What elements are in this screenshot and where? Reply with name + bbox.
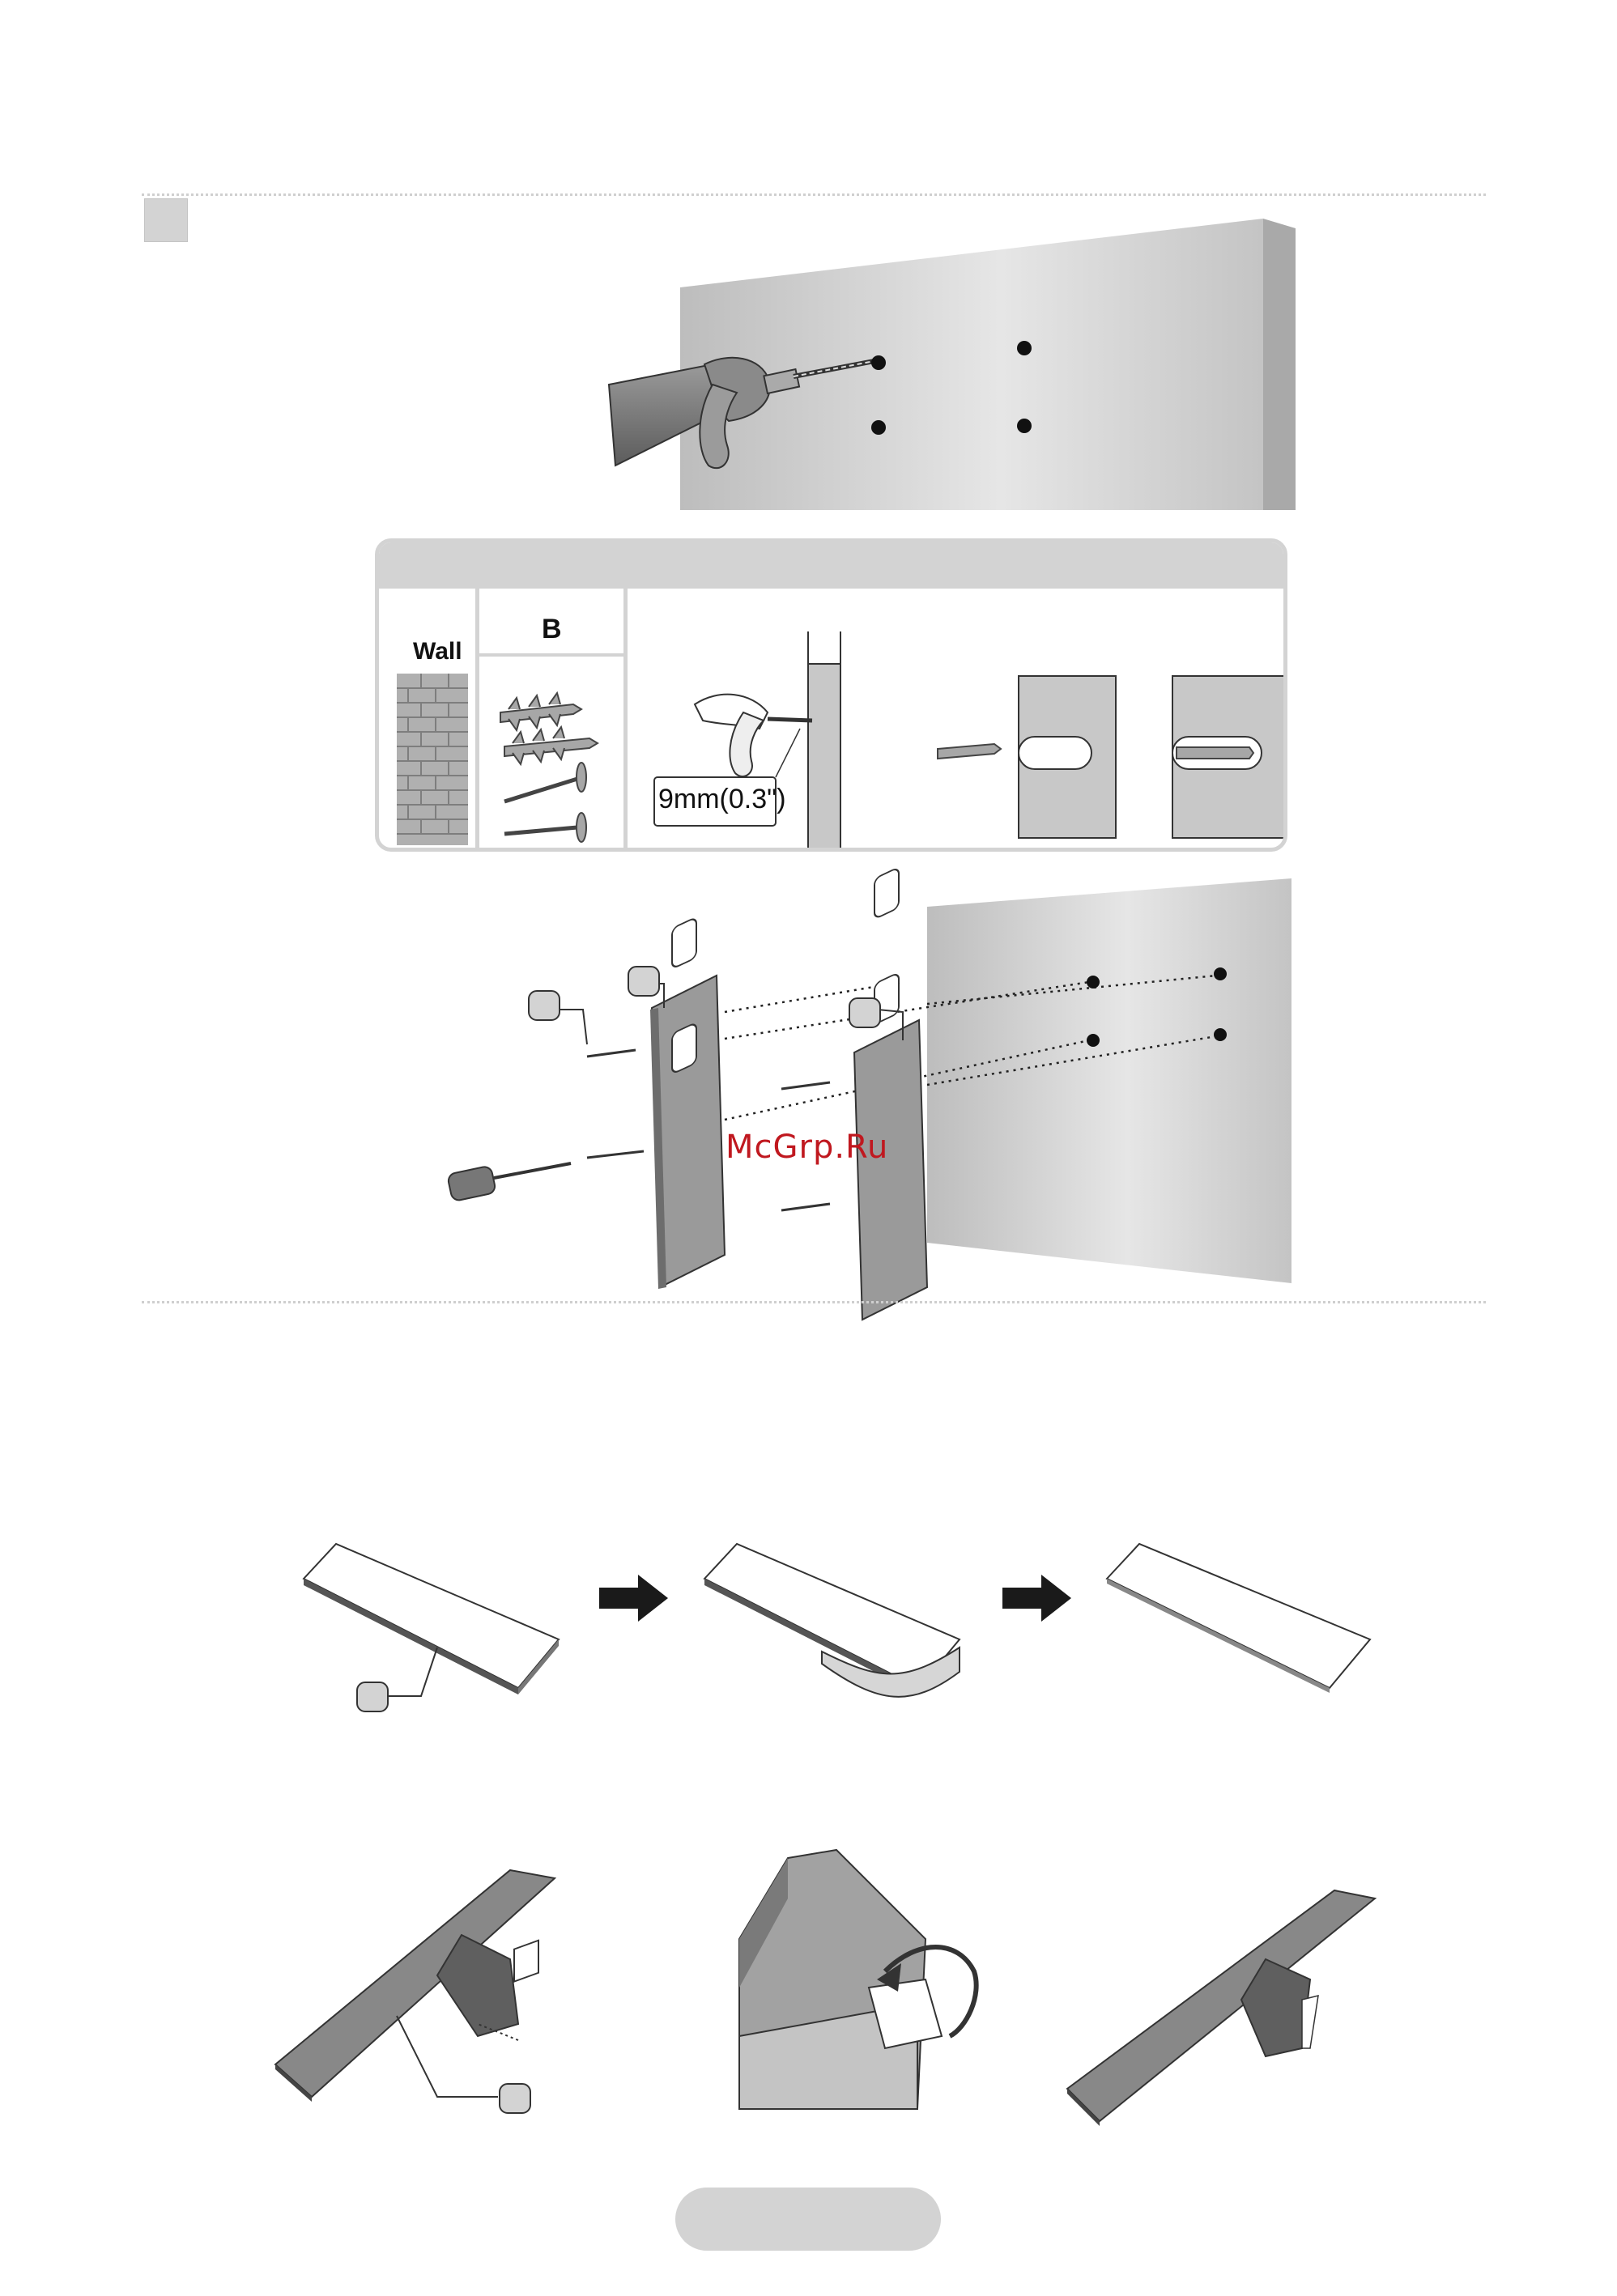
hole-bottom-right: [1017, 419, 1032, 433]
anchor-install-panel: [375, 538, 1287, 852]
anchor-screw-icon: [484, 680, 622, 842]
top-divider: [142, 193, 1486, 196]
drill-size-label: 9mm(0.3"): [658, 784, 786, 814]
anchor-seated-illustration: [1172, 676, 1286, 852]
column-divider: [475, 589, 479, 852]
arrow-right-icon: [1002, 1575, 1071, 1622]
callout-badge: [849, 997, 883, 1030]
bracket-mount-illustration: [449, 878, 1300, 1291]
arrow-right-icon: [599, 1575, 668, 1622]
brick-wall-icon: [397, 674, 468, 845]
page-number-pill: [675, 2188, 941, 2251]
anchor-column-label: B: [542, 614, 562, 644]
step-badge: [144, 198, 188, 242]
anchor-insert-illustration: [938, 676, 1091, 852]
section-divider: [142, 1301, 1486, 1303]
adhesive-pad-step-2: [700, 1534, 968, 1696]
panel-header: [379, 542, 1283, 589]
watermark: McGrp.Ru: [726, 1129, 889, 1166]
callout-badge: [628, 966, 662, 998]
adhesive-pad-step-1: [300, 1534, 567, 1696]
callout-badge: [499, 2083, 533, 2115]
row-divider: [479, 653, 623, 657]
callout-badge: [356, 1682, 390, 1714]
callout-badge: [528, 990, 562, 1023]
drilling-wall-illustration: [599, 219, 1304, 518]
drill-depth-illustration: [646, 631, 889, 852]
wall-label: Wall: [413, 638, 462, 665]
column-divider: [623, 589, 628, 852]
hole-bottom-left: [871, 420, 886, 435]
stand-pad-attach-1: [275, 1862, 583, 2105]
stand-pad-attach-2: [739, 1842, 990, 2109]
adhesive-pad-step-3: [1103, 1534, 1378, 1696]
hole-top-left: [871, 355, 886, 370]
stand-pad-attach-3: [1067, 1878, 1387, 2121]
hole-top-right: [1017, 341, 1032, 355]
